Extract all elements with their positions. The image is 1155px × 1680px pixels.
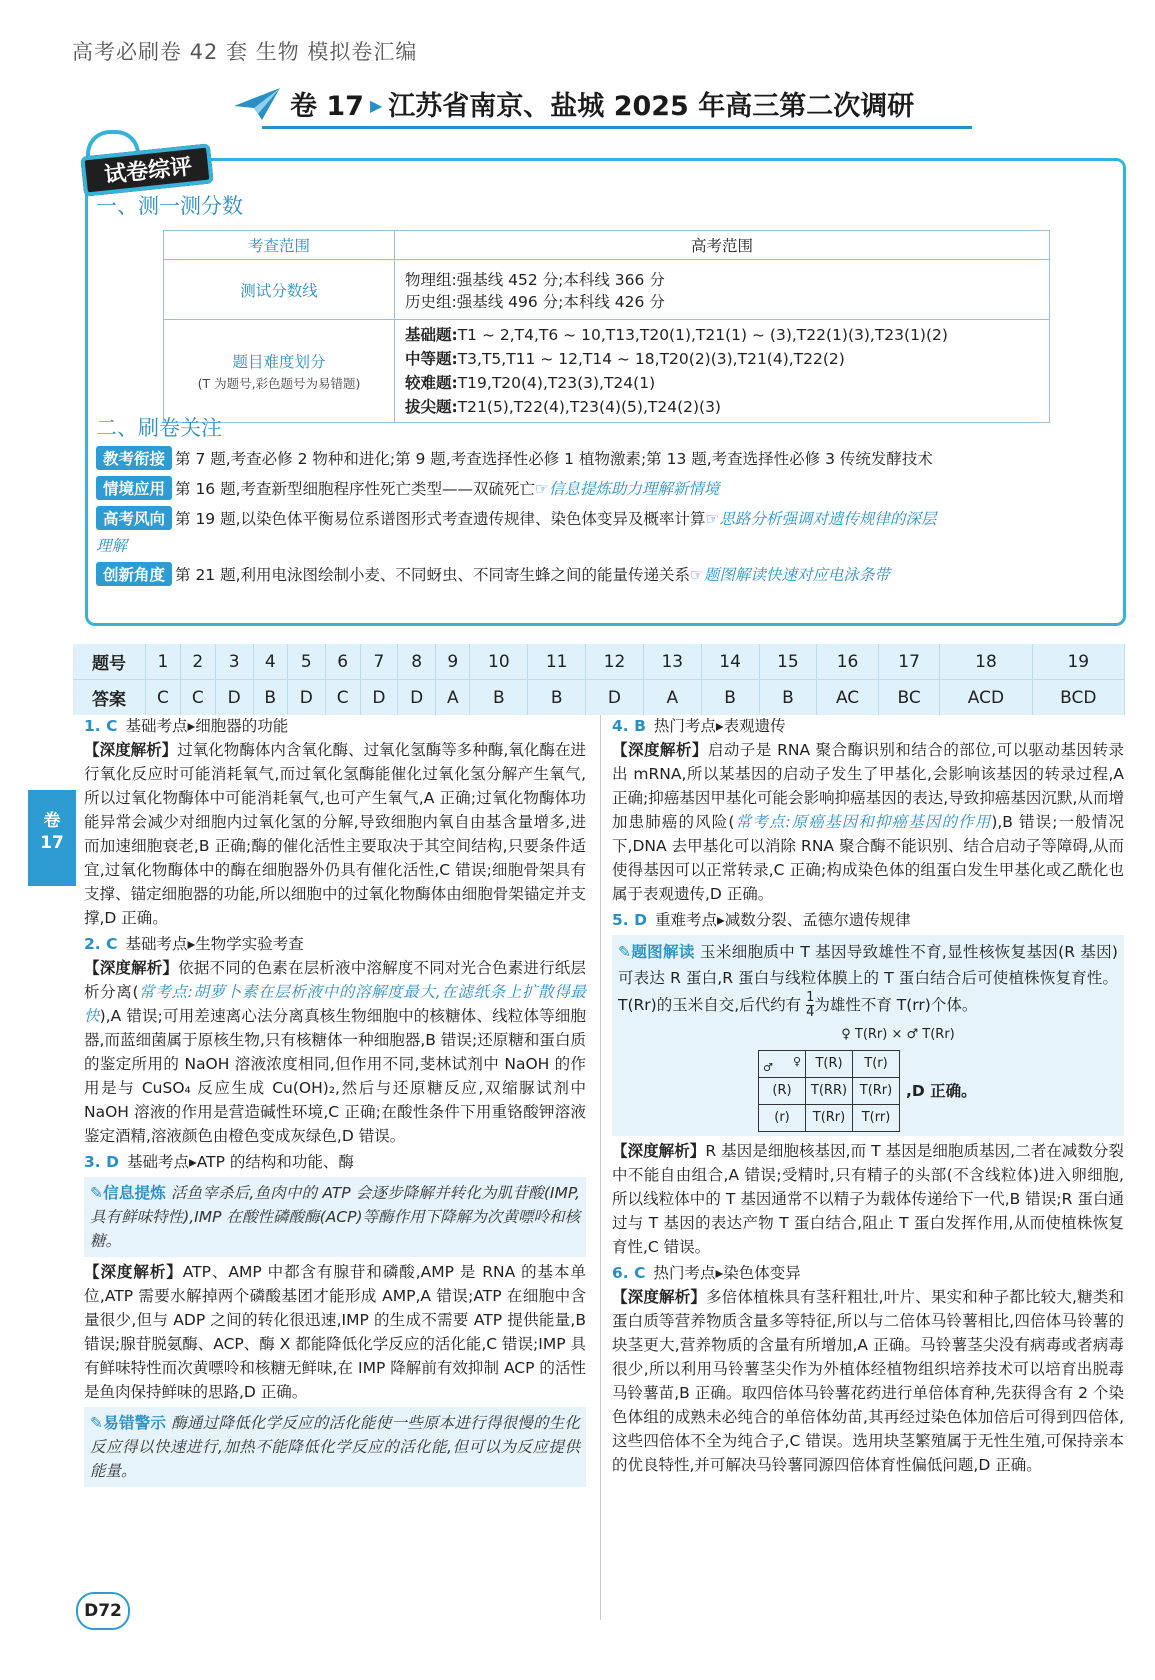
q6-num: 6. C <box>612 1264 646 1282</box>
focus-tag: 创新角度 <box>96 562 172 586</box>
q5-header <box>612 908 1124 932</box>
punnett-wrap <box>618 1050 1118 1132</box>
question-number: 6 <box>325 644 360 680</box>
mid-items: T3,T5,T11 ~ 12,T14 ~ 18,T20(2)(3),T21(4),T22(2) <box>457 350 845 368</box>
answer-value: A <box>436 680 470 716</box>
answer-value: D <box>586 680 644 716</box>
frac-den: 4 <box>806 1005 815 1020</box>
answer-value: AC <box>817 680 878 716</box>
question-number: 14 <box>701 644 759 680</box>
table-head-left: 考查范围 <box>164 231 395 260</box>
q3-kind: 基础考点▸ATP 的结构和功能、酶 <box>126 1153 354 1171</box>
q2-note: 常考点:胡萝卜素在层析液中的溶解度最大,在滤纸条上扩散得最快 <box>84 983 586 1025</box>
score-table <box>163 230 1050 423</box>
q3-body <box>84 1260 586 1404</box>
side-volume-tab <box>28 790 76 886</box>
question-number: 12 <box>586 644 644 680</box>
focus-note: ☞思路分析强调对遗传规律的深层 <box>705 510 937 528</box>
question-number: 1 <box>146 644 181 680</box>
punnett-cell: T(RR) <box>806 1078 853 1105</box>
answer-value: B <box>759 680 817 716</box>
q6-kind: 热门考点▸染色体变异 <box>653 1264 801 1282</box>
q5-num: 5. D <box>612 911 647 929</box>
score-history: 历史组:强基线 496 分;本科线 426 分 <box>405 292 665 311</box>
answer-value: C <box>146 680 181 716</box>
right-column <box>612 714 1124 1477</box>
q2-body <box>84 956 586 1148</box>
triangle-icon: ▶ <box>369 96 383 115</box>
q1-header <box>84 714 586 738</box>
q5-fig1: 玉米细胞质中 T 基因导致雄性不育,显性核恢复基因(R 基因)可表达 R 蛋白,R 蛋白与线粒体膜上的 T 蛋白结合后可使植株恢复育性。T(Rr)的玉米自交,后代约有 <box>618 943 1118 1014</box>
q4-note: 常考点:原癌基因和抑癌基因的作用 <box>734 813 992 831</box>
q4-body <box>612 738 1124 906</box>
focus-text: 第 16 题,考查新型细胞程序性死亡类型——双硫死亡 <box>175 480 536 498</box>
q4-text2: ),B 错误;一般情况下,DNA 去甲基化可以消除 RNA 聚合酶不能识别、结合启动子等障碍,从而使得基因可以正常转录,C 正确;构成染色体的组蛋白发生甲基化或乙酰化也属于表观遗传,D 正确。 <box>612 813 1124 903</box>
cross-line: ♀ T(Rr) × ♂ T(Rr) <box>841 1027 955 1042</box>
question-number: 7 <box>360 644 398 680</box>
question-number: 8 <box>398 644 436 680</box>
section2-heading: 二、刷卷关注 <box>96 416 222 440</box>
q1-num: 1. C <box>84 717 118 735</box>
q5-label: 【深度解析】 <box>612 1142 706 1160</box>
punnett-cell: T(Rr) <box>806 1105 853 1132</box>
q4-kind: 热门考点▸表观遗传 <box>653 717 786 735</box>
focus-tag: 情境应用 <box>96 476 172 500</box>
question-number: 13 <box>643 644 701 680</box>
q1-label: 【深度解析】 <box>84 741 178 759</box>
punnett-row: (r) <box>759 1105 806 1132</box>
focus-tag: 高考风向 <box>96 506 172 530</box>
focus-row <box>96 476 719 500</box>
frac-num: 1 <box>806 990 815 1005</box>
side-tab-line1: 卷 <box>43 811 61 831</box>
exam-title: 江苏省南京、盐城 2025 年高三第二次调研 <box>388 91 915 122</box>
q1-kind: 基础考点▸细胞器的功能 <box>125 717 289 735</box>
q3-info-label: ✎信息提炼 <box>90 1184 166 1202</box>
answer-value: C <box>325 680 360 716</box>
question-number: 9 <box>436 644 470 680</box>
page-title <box>290 84 914 123</box>
focus-note: ☞信息提炼助力理解新情境 <box>535 480 720 498</box>
punnett-col: T(R) <box>806 1051 853 1078</box>
question-number: 16 <box>817 644 878 680</box>
q2-text2: ),A 错误;可用差速离心法分离真核生物细胞中的核糖体、线粒体等细胞器,而蓝细菌属于原核生物,只有核糖体一种细胞器,B 错误;还原糖和蛋白质的鉴定所用的 NaOH 溶液浓度相同,但作用不同,斐林试剂中 NaOH 的作用是与 CuSO₄ 反应生成 Cu(OH)₂,然后与还原糖反应,双缩脲试剂中 NaOH 溶液的作用是营造碱性环境,C 正确;在酸性条件下用重铬酸钾溶液鉴定酒精,溶液颜色由橙色变成灰绿色,D 错误。 <box>84 1007 586 1145</box>
question-number: 17 <box>878 644 940 680</box>
q2-label: 【深度解析】 <box>84 959 179 977</box>
focus-text: 第 21 题,利用电泳图绘制小麦、不同蚜虫、不同寄生蜂之间的能量传递关系 <box>175 566 691 584</box>
basic-label: 基础题: <box>405 326 458 344</box>
question-number: 2 <box>180 644 215 680</box>
volume-label: 卷 17 <box>290 91 364 122</box>
focus-note: ☞题图解读快速对应电泳条带 <box>690 566 890 584</box>
focus-text: 第 7 题,考查必修 2 物种和进化;第 9 题,考查选择性必修 1 植物激素;第 13 题,考查选择性必修 3 传统发酵技术 <box>175 450 933 468</box>
punnett-col: T(r) <box>853 1051 900 1078</box>
answer-value: B <box>470 680 528 716</box>
focus-tag: 教考衔接 <box>96 446 172 470</box>
answer-value: BCD <box>1032 680 1124 716</box>
q5-text: R 基因是细胞核基因,而 T 基因是细胞质基因,二者在减数分裂中不能自由组合,A 错误;受精时,只有精子的头部(不含线粒体)进入卵细胞,所以线粒体中的 T 基因通常不以精子为载体传递给下一代,B 错误;R 蛋白通过与 T 基因的表达产物 T 蛋白结合,阻止 T 蛋白发挥作用,从而使植株恢复育性,C 错误。 <box>612 1142 1124 1256</box>
answer-value: BC <box>878 680 940 716</box>
answer-value: ACD <box>940 680 1032 716</box>
difficulty-label-cell <box>164 320 395 423</box>
q5-fig2: 为雄性不育 T(rr)个体。 <box>814 996 978 1014</box>
score-label: 测试分数线 <box>164 260 395 320</box>
focus-row <box>96 562 890 586</box>
q5-figure-box <box>612 935 1124 1136</box>
answer-value: B <box>253 680 287 716</box>
q3-header <box>84 1150 586 1174</box>
mid-label: 中等题: <box>405 350 458 368</box>
q4-header <box>612 714 1124 738</box>
q5-body <box>612 1139 1124 1259</box>
q3-num: 3. D <box>84 1153 119 1171</box>
q1-text: 过氧化物酶体内含氧化酶、过氧化氢酶等多种酶,氧化酶在进行氧化反应时可能消耗氧气,而过氧化氢酶能催化过氧化氢分解产生氧气,所以过氧化物酶体中可能消耗氧气,也可产生氧气,A 正确;过氧化物酶体功能异常会减少对细胞内过氧化氢的分解,导致细胞内氧自由基含量增多,进而加速细胞衰老,B 正确;酶的催化活性主要取决于其空间结构,只要条件适宜,过氧化物酶体中的酶在细胞器外仍具有催化活性,C 错误;细胞骨架具有支撑、锚定细胞器的功能,所以细胞中的过氧化物酶体由细胞骨架锚定并支撑,D 正确。 <box>84 741 586 927</box>
answer-value: C <box>180 680 215 716</box>
answer-value: D <box>215 680 253 716</box>
focus-text: 第 19 题,以染色体平衡易位系谱图形式考查遗传规律、染色体变异及概率计算 <box>175 510 706 528</box>
left-column <box>84 714 586 1490</box>
q3-text: ATP、AMP 中都含有腺苷和磷酸,AMP 是 RNA 的基本单位,ATP 需要水解掉两个磷酸基团才能形成 AMP,A 错误;ATP 在细胞中含量很少,但与 ADP 之间的转化很迅速,IMP 的生成不需要 ATP 提供能量,B 错误;腺苷脱氨酶、ACP、酶 X 都能降低化学反应的活化能,C 错误;IMP 具有鲜味特性而次黄嘌呤和核糖无鲜味,在 IMP 降解前有效抑制 ACP 的活性是鱼肉保持鲜味的思路,D 正确。 <box>84 1263 586 1401</box>
section1-heading: 一、测一测分数 <box>96 194 243 218</box>
answer-value: B <box>528 680 586 716</box>
question-number: 11 <box>528 644 586 680</box>
answer-value: B <box>701 680 759 716</box>
ans-label: 答案 <box>73 680 146 716</box>
question-number: 3 <box>215 644 253 680</box>
difficulty-label: 题目难度划分 <box>232 353 326 371</box>
q1-body <box>84 738 586 930</box>
score-physics: 物理组:强基线 452 分;本科线 366 分 <box>405 270 665 289</box>
side-tab-line2: 17 <box>40 833 64 853</box>
question-number: 15 <box>759 644 817 680</box>
column-divider <box>600 715 601 1620</box>
q6-header <box>612 1261 1124 1285</box>
hard-label: 较难题: <box>405 374 458 392</box>
focus-row-cont <box>96 534 127 556</box>
answer-value: A <box>643 680 701 716</box>
q4-num: 4. B <box>612 717 646 735</box>
focus-row <box>96 506 936 530</box>
answer-value: D <box>398 680 436 716</box>
answer-value: D <box>360 680 398 716</box>
review-tag-label: 试卷综评 <box>103 154 194 189</box>
table-head-right: 高考范围 <box>395 231 1050 260</box>
q4-text1: 启动子是 RNA 聚合酶识别和结合的部位,可以驱动基因转录出 mRNA,所以某基因的启动子发生了甲基化,会影响该基因的转录过程,A 正确;抑癌基因甲基化可能会影响抑癌基因的表达,导致抑癌基因沉默,从而增加患肺癌的风险( <box>612 741 1124 831</box>
q4-label: 【深度解析】 <box>612 741 708 759</box>
answer-value: D <box>287 680 325 716</box>
q3-warn-label: ✎易错警示 <box>90 1414 167 1432</box>
q6-label: 【深度解析】 <box>612 1288 707 1306</box>
question-number: 4 <box>253 644 287 680</box>
punnett-square <box>758 1050 900 1132</box>
basic-items: T1 ~ 2,T4,T6 ~ 10,T13,T20(1),T21(1) ~ (3),T22(1)(3),T23(1)(2) <box>457 326 948 344</box>
punnett-cell: T(Rr) <box>853 1078 900 1105</box>
q5-kind: 重难考点▸减数分裂、孟德尔遗传规律 <box>654 911 911 929</box>
top-label: 拔尖题: <box>405 398 458 416</box>
q3-label: 【深度解析】 <box>84 1263 183 1281</box>
difficulty-note: (T 为题号,彩色题号为易错题) <box>197 376 361 391</box>
q2-text1: 依据不同的色素在层析液中溶解度不同对光合色素进行纸层析分离( <box>84 959 586 1001</box>
male-symbol: ♂ <box>763 1061 773 1074</box>
question-number: 10 <box>470 644 528 680</box>
punnett-row: (R) <box>759 1078 806 1105</box>
top-items: T21(5),T22(4),T23(4)(5),T24(2)(3) <box>457 398 721 416</box>
num-label: 题号 <box>73 644 146 680</box>
score-lines <box>395 260 1050 320</box>
question-number: 18 <box>940 644 1032 680</box>
q3-info-box <box>84 1177 586 1257</box>
hard-items: T19,T20(4),T23(3),T24(1) <box>457 374 656 392</box>
question-number: 19 <box>1032 644 1124 680</box>
q3-info: 活鱼宰杀后,鱼肉中的 ATP 会逐步降解并转化为肌苷酸(IMP,具有鲜味特性),IMP 在酸性磷酸酶(ACP)等酶作用下降解为次黄嘌呤和核糖。 <box>90 1184 580 1250</box>
q2-num: 2. C <box>84 935 118 953</box>
focus-note: 理解 <box>96 537 128 555</box>
q5-fig-label: ✎题图解读 <box>618 943 695 961</box>
difficulty-lines <box>395 320 1050 423</box>
page-number: D72 <box>76 1592 130 1630</box>
q3-warn: 酶通过降低化学反应的活化能使一些原本进行得很慢的生化反应得以快速进行,加热不能降低化学反应的活化能,但可以为反应提供能量。 <box>90 1414 580 1480</box>
female-symbol: ♀ <box>792 1055 801 1068</box>
answer-table <box>73 644 1125 715</box>
punnett-corner <box>759 1051 806 1078</box>
q6-body <box>612 1285 1124 1477</box>
punnett-cell: T(rr) <box>853 1105 900 1132</box>
q2-kind: 基础考点▸生物学实验考查 <box>125 935 304 953</box>
q6-text: 多倍体植株具有茎秆粗壮,叶片、果实和种子都比较大,糖类和蛋白质等营养物质含量多等特征,所以与二倍体马铃薯相比,四倍体马铃薯的块茎更大,营养物质的含量有所增加,A 正确。马铃薯茎尖没有病毒或者病毒很少,所以利用马铃薯茎尖作为外植体经植物组织培养技术可以培育出脱毒马铃薯苗,B 正确。取四倍体马铃薯花药进行单倍体育种,先获得含有 2 个染色体组的成熟未必纯合的单倍体幼苗,其再经过染色体加倍后可得到四倍体,这些四倍体不全为纯合子,C 错误。选用块茎繁殖属于无性生殖,可保持亲本的优良特性,并可解决马铃薯同源四倍体育性偏低问题,D 正确。 <box>612 1288 1124 1474</box>
q5-fig-end: ,D 正确。 <box>906 1082 977 1100</box>
question-number: 5 <box>287 644 325 680</box>
running-header: 高考必刷卷 42 套 生物 模拟卷汇编 <box>72 40 418 64</box>
q2-header <box>84 932 586 956</box>
q3-warn-box <box>84 1407 586 1487</box>
focus-row <box>96 446 933 470</box>
